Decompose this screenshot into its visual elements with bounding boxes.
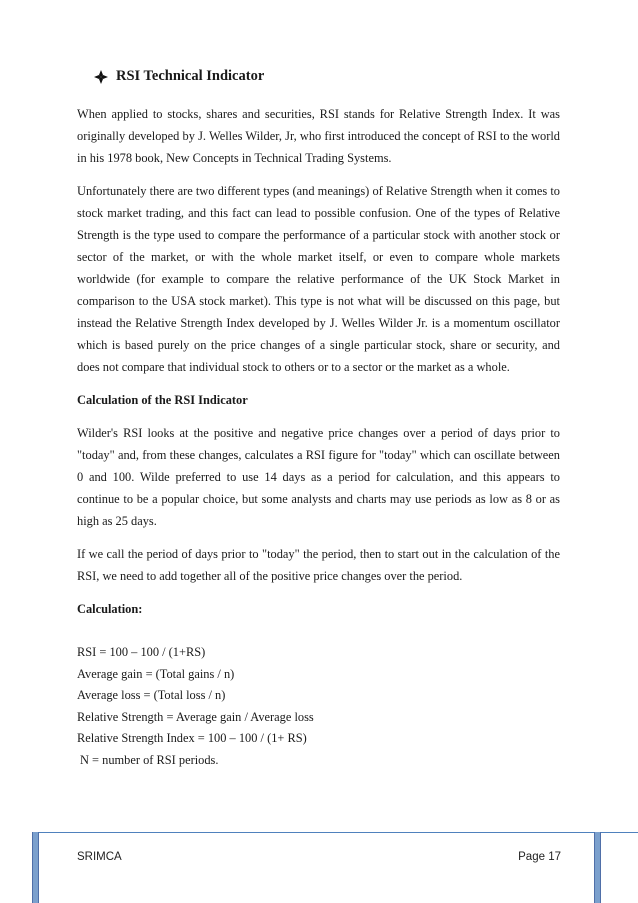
footer-right-bar <box>594 832 601 903</box>
formula-line: RSI = 100 – 100 / (1+RS) <box>77 645 206 659</box>
paragraph: If we call the period of days prior to "today" the period, then to start out in the calculation of the RSI, we need to add together all of the positive price changes over the period. <box>77 547 560 583</box>
paragraph: Unfortunately there are two different types (and meanings) of Relative Strength when it comes to stock market trading, and this fact can lead to possible confusion. One of the types of Relative Strength is the type used to compare the performance of a particular stock with another stock or sector of the market, or with the whole market itself, or even to compare whole markets worldwide (for example to compare the relative performance of the UK Stock Market in comparison to the USA stock market). This type is not what will be discussed on this page, but instead the Relative Strength Index developed by J. Welles Wilder Jr. is a momentum oscillator which is based purely on the price changes of a single particular stock, share or security, and does not compare that individual stock to others or to a sector or the market as a whole. <box>77 184 560 374</box>
formula-line: N = number of RSI periods. <box>80 752 219 767</box>
formula-line: Average loss = (Total loss / n) <box>77 688 226 702</box>
formula-line: Relative Strength Index = 100 – 100 / (1+ RS) <box>77 731 307 745</box>
paragraph: Wilder's RSI looks at the positive and negative price changes over a period of days prior to "today" and, from these changes, calculates a RSI figure for "today" which can oscillate between 0 and 100. Wilde preferred to use 14 days as a period for calculation, and this appears to continue to be a popular choice, but some analysts and charts may use periods as low as 8 or as high as 25 days. <box>77 426 560 528</box>
footer-org-name: SRIMCA <box>77 851 122 863</box>
section-heading <box>94 68 264 85</box>
formula-list <box>77 642 560 771</box>
calculation-subheading: Calculation of the RSI Indicator <box>77 393 248 407</box>
footer-divider <box>36 832 638 833</box>
diamond-bullet-icon <box>94 70 108 84</box>
calculation-label: Calculation: <box>77 602 143 616</box>
footer-page-number: Page 17 <box>518 851 561 863</box>
formula-line: Average gain = (Total gains / n) <box>77 666 235 681</box>
paragraph: When applied to stocks, shares and securities, RSI stands for Relative Strength Index. It was originally developed by J. Welles Wilder, Jr, who first introduced the concept of RSI to the world in his 1978 book, New Concepts in Technical Trading Systems. <box>77 107 560 165</box>
footer-left-bar <box>32 832 39 903</box>
formula-line: Relative Strength = Average gain / Average loss <box>77 709 314 724</box>
body-content <box>77 103 560 771</box>
section-heading-text: RSI Technical Indicator <box>116 68 265 84</box>
